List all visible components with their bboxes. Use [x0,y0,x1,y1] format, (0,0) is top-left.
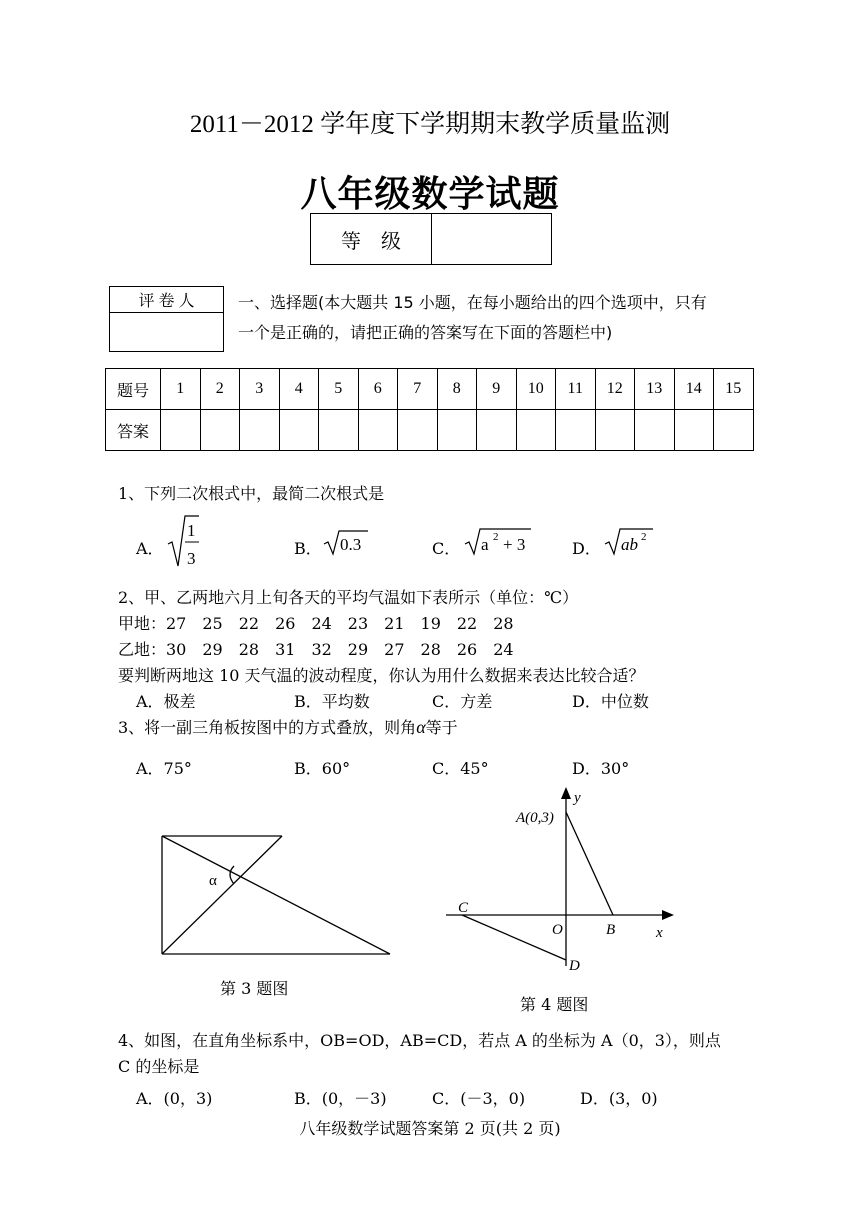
answer-table-number-5: 5 [319,369,359,410]
q1-option-b-radical [322,528,370,556]
answer-cell-5[interactable] [319,410,359,451]
q4-option-a: A．(0，3) [136,1089,213,1108]
q1-a-numerator: 1 [187,521,196,540]
q3-figure-caption: 第 3 题图 [220,979,289,998]
answer-cell-7[interactable] [398,410,438,451]
fig4-segment-ab [566,812,613,915]
q1-option-c-radical [463,526,533,556]
answer-cell-1[interactable] [161,410,201,451]
q4-line2: C 的坐标是 [118,1057,200,1076]
answer-table-number-14: 14 [674,369,714,410]
q1-c-exp: 2 [493,531,499,543]
answer-table-number-3: 3 [240,369,280,410]
answer-table-number-9: 9 [477,369,517,410]
grade-box [310,213,552,265]
answer-table [105,368,754,451]
q2-option-b: B．平均数 [294,692,370,711]
fig4-point-a: A(0,3) [516,810,554,826]
grade-label: 等 级 [311,214,432,265]
answer-cell-4[interactable] [279,410,319,451]
answer-table-number-11: 11 [556,369,596,410]
answer-table-number-8: 8 [437,369,477,410]
exam-subtitle: 2011－2012 学年度下学期期末教学质量监测 [189,111,671,138]
fig4-point-d: D [569,958,580,974]
section1-line1: 一、选择题(本大题共 15 小题，在每小题给出的四个选项中，只有 [238,293,707,312]
grader-label: 评 卷 人 [110,287,224,313]
q2-stem: 2、甲、乙两地六月上旬各天的平均气温如下表所示（单位：℃） [118,588,579,607]
q3-figure [150,828,400,960]
q3-stem-post: 等于 [425,718,458,737]
answer-table-number-1: 1 [161,369,201,410]
q1-c-base: a [481,535,489,554]
fig4-point-o: O [552,922,563,938]
answer-table-number-15: 15 [714,369,754,410]
q1-d-exp: 2 [641,531,647,543]
answer-table-number-7: 7 [398,369,438,410]
q1-option-a-label: A． [136,539,164,558]
q3-option-c: C．45° [432,759,489,778]
fig3-hypotenuse-long [162,836,390,954]
q2-option-c: C．方差 [432,692,493,711]
q4-option-c: C．(－3，0) [432,1089,526,1108]
q3-alpha: α [416,717,426,737]
fig3-angle-arc [230,866,234,884]
fig4-point-c: C [458,900,469,916]
answer-cell-15[interactable] [714,410,754,451]
q1-a-denominator: 3 [187,549,196,568]
fig4-y-arrow [561,787,571,799]
q3-stem [118,715,458,738]
answer-table-number-13: 13 [635,369,675,410]
q2-question: 要判断两地这 10 天气温的波动程度，你认为用什么数据来表达比较合适？ [118,666,645,685]
q3-option-a: A．75° [136,759,192,778]
q1-option-c-label: C． [432,539,461,558]
answer-table-number-row [106,369,754,410]
answer-cell-12[interactable] [595,410,635,451]
q2-option-a: A．极差 [136,692,196,711]
q2-option-d: D．中位数 [572,692,649,711]
q1-b-expr: 0.3 [340,535,362,554]
answer-cell-3[interactable] [240,410,280,451]
q1-option-d-label: D． [572,539,601,558]
answer-table-number-12: 12 [595,369,635,410]
exam-title: 八年级数学试题 [300,174,560,215]
answer-table-number-10: 10 [516,369,556,410]
q4-figure-caption: 第 4 题图 [520,995,589,1014]
answer-table-number-6: 6 [358,369,398,410]
q3-option-d: D．30° [572,759,630,778]
grade-value[interactable] [432,214,552,265]
answer-cell-2[interactable] [200,410,240,451]
grader-box [109,286,224,352]
q2-row-jia: 甲地：27 25 22 26 24 23 21 19 22 28 [118,614,514,633]
q1-option-a-radical [166,514,200,570]
fig4-y-label: y [574,790,581,806]
answer-cell-13[interactable] [635,410,675,451]
grader-value[interactable] [110,313,224,352]
q4-line1: 4、如图，在直角坐标系中，OB=OD，AB=CD，若点 A 的坐标为 A（0，3），则点 [118,1031,721,1050]
fig4-point-b: B [606,922,616,938]
answer-cell-14[interactable] [674,410,714,451]
q1-d-base: ab [621,535,638,554]
q3-stem-pre: 3、将一副三角板按图中的方式叠放，则角 [118,718,417,737]
answer-cell-6[interactable] [358,410,398,451]
answer-cell-10[interactable] [516,410,556,451]
answer-table-number-2: 2 [200,369,240,410]
q4-option-d: D．(3，0) [580,1089,658,1108]
answer-cell-9[interactable] [477,410,517,451]
section1-line2: 一个是正确的，请把正确的答案写在下面的答题栏中) [238,323,613,342]
q3-option-b: B．60° [294,759,351,778]
answer-cell-8[interactable] [437,410,477,451]
fig3-hypotenuse-short [162,836,282,954]
fig4-x-label: x [656,925,663,941]
fig4-segment-cd [462,915,566,960]
q2-row-yi: 乙地：30 29 28 31 32 29 27 28 26 24 [118,640,514,659]
q4-figure [440,784,690,979]
page-footer: 八年级数学试题答案第 2 页(共 2 页) [299,1119,561,1138]
fig3-alpha-label: α [209,873,217,889]
answer-cell-11[interactable] [556,410,596,451]
q1-c-rest: + 3 [503,535,526,554]
answer-table-header-answer: 答案 [106,410,161,451]
answer-table-number-4: 4 [279,369,319,410]
q1-option-d-radical [603,526,655,556]
answer-table-answer-row [106,410,754,451]
q1-option-b-label: B． [294,539,322,558]
q4-option-b: B．(0，－3) [294,1089,387,1108]
q1-stem: 1、下列二次根式中，最简二次根式是 [118,484,385,503]
answer-table-header-number: 题号 [106,369,161,410]
fig4-x-arrow [662,910,674,920]
